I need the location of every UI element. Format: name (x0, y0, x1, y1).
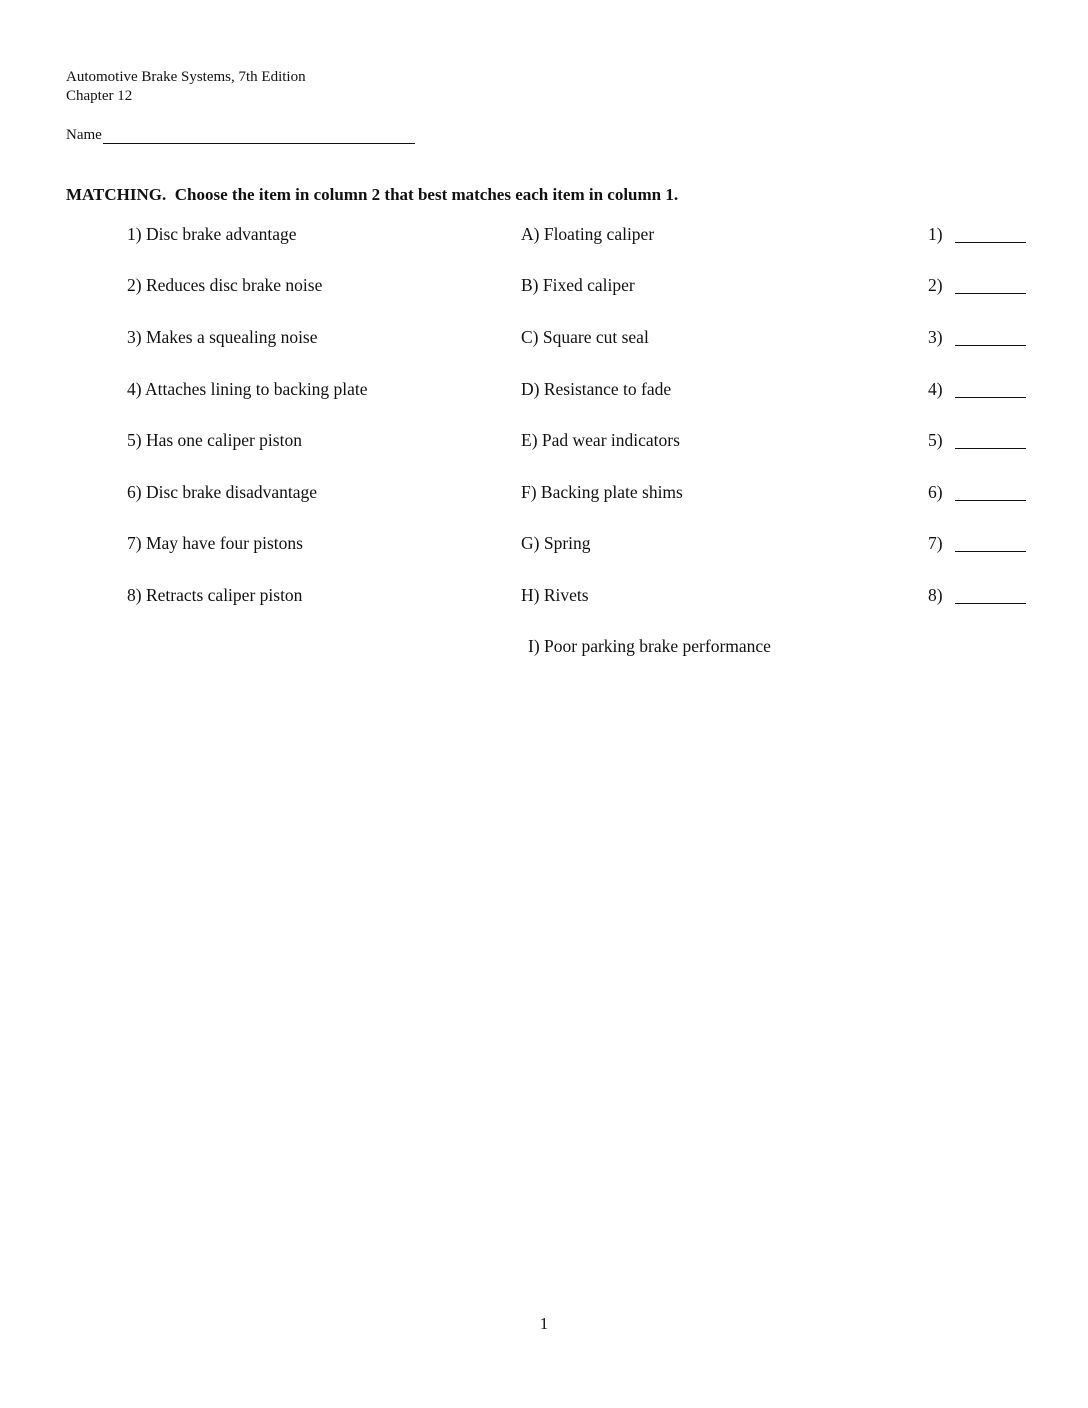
answer-blank[interactable] (955, 551, 1026, 552)
answer-label: 7) (928, 533, 943, 553)
page-number: 1 (539, 1314, 549, 1333)
column1-item: 8) Retracts caliper piston (127, 585, 303, 605)
answer-label: 2) (928, 275, 943, 295)
name-blank-line[interactable] (103, 128, 415, 144)
matching-row (0, 273, 1088, 297)
matching-row (0, 531, 1088, 555)
column2-option: H) Rivets (521, 585, 589, 605)
matching-row (0, 325, 1088, 349)
chapter-label: Chapter 12 (66, 88, 133, 104)
name-label: Name (66, 127, 102, 143)
name-field-row (66, 126, 415, 144)
column1-item: 7) May have four pistons (127, 533, 303, 553)
column2-option: A) Floating caliper (521, 224, 655, 244)
answer-blank[interactable] (955, 500, 1026, 501)
column1-item: 5) Has one caliper piston (127, 430, 302, 450)
answer-blank[interactable] (955, 293, 1026, 294)
column1-item: 2) Reduces disc brake noise (127, 275, 323, 295)
column1-item: 4) Attaches lining to backing plate (127, 379, 368, 399)
column2-option: F) Backing plate shims (521, 482, 683, 502)
matching-row (0, 377, 1088, 401)
answer-label: 3) (928, 327, 943, 347)
answer-label: 1) (928, 224, 943, 244)
column1-item: 1) Disc brake advantage (127, 224, 297, 244)
answer-blank[interactable] (955, 397, 1026, 398)
answer-label: 6) (928, 482, 943, 502)
document-title: Automotive Brake Systems, 7th Edition (66, 69, 306, 85)
answer-label: 8) (928, 585, 943, 605)
answer-blank[interactable] (955, 448, 1026, 449)
column2-option: C) Square cut seal (521, 327, 649, 347)
matching-row (0, 583, 1088, 607)
answer-blank[interactable] (955, 242, 1026, 243)
answer-label: 4) (928, 379, 943, 399)
matching-row (0, 222, 1088, 246)
matching-row (0, 480, 1088, 504)
column2-option: G) Spring (521, 533, 591, 553)
column2-option: B) Fixed caliper (521, 275, 635, 295)
column1-item: 3) Makes a squealing noise (127, 327, 318, 347)
answer-blank[interactable] (955, 345, 1026, 346)
column1-item: 6) Disc brake disadvantage (127, 482, 317, 502)
column2-option: I) Poor parking brake performance (528, 636, 771, 656)
instructions: MATCHING. Choose the item in column 2 that best matches each item in column 1. (66, 185, 679, 204)
matching-row (0, 428, 1088, 452)
answer-blank[interactable] (955, 603, 1026, 604)
extra-option-row (0, 634, 1088, 658)
answer-label: 5) (928, 430, 943, 450)
column2-option: D) Resistance to fade (521, 379, 672, 399)
column2-option: E) Pad wear indicators (521, 430, 680, 450)
